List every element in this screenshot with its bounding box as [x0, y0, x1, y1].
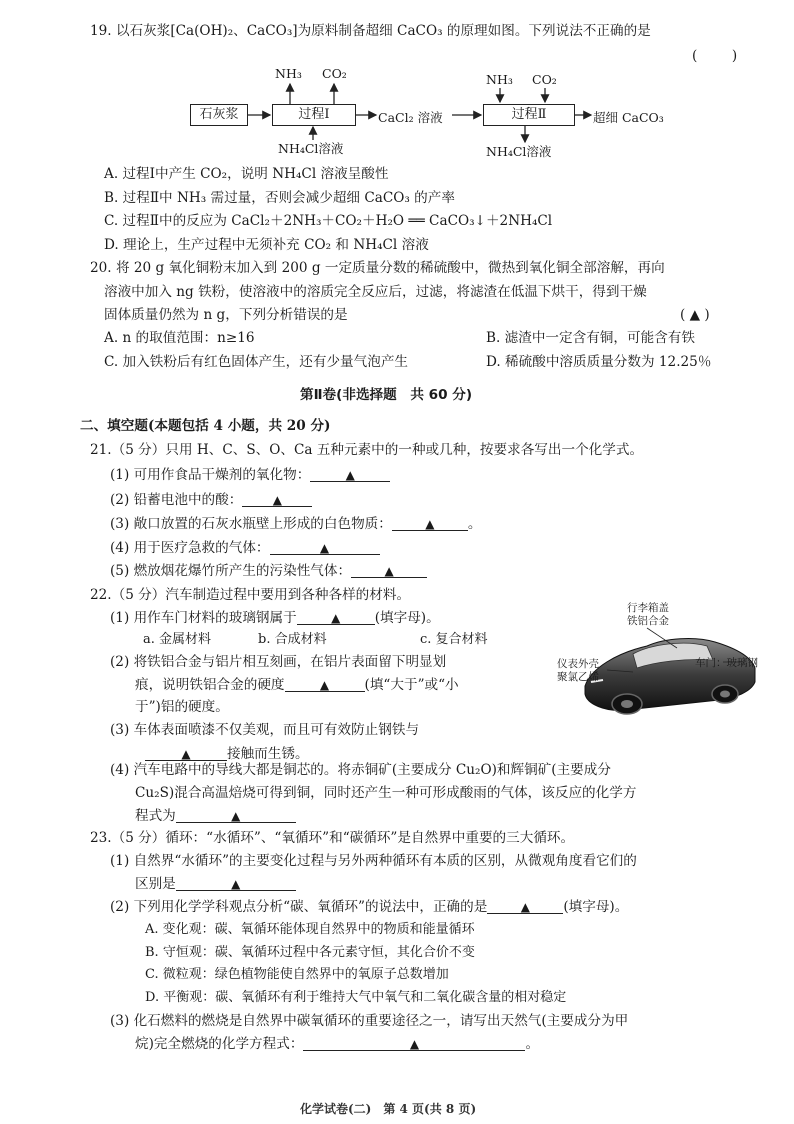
car-illustration	[555, 598, 770, 728]
answer-marker: ▲	[520, 900, 530, 914]
q23-answer-blank-3[interactable]	[303, 1034, 525, 1051]
q21-item-5-text: (5) 燃放烟花爆竹所产生的污染性气体：	[110, 563, 352, 579]
q23-item-2	[110, 897, 628, 917]
q23-option-c: C. 微粒观：绿色植物能使自然界中的氧原子总数增加	[145, 967, 449, 982]
car-label-trunk-2: 铁铝合金	[627, 615, 669, 627]
q19-option-d: D. 理论上，生产过程中无须补充 CO₂ 和 NH₄Cl 溶液	[104, 237, 429, 253]
q21-answer-blank-5[interactable]	[351, 561, 427, 578]
q22-item-1-option-a: a. 金属材料	[143, 632, 212, 647]
q22-item-4-line-1: (4) 汽车电路中的导线大都是铜芯的。将赤铜矿(主要成分 Cu₂O)和辉铜矿(主要成分	[110, 762, 611, 778]
q22-item-1-option-c: c. 复合材料	[420, 632, 488, 647]
q23-item-2-tail: (填字母)。	[563, 899, 629, 915]
q23-option-a: A. 变化观：碳、氧循环能体现自然界中的物质和能量循环	[145, 922, 475, 937]
q22-item-2-line-1: (2) 将铁铝合金与铝片相互刻画，在铝片表面留下明显划	[110, 654, 447, 670]
q19-answer-paren: ( )	[692, 48, 738, 64]
answer-marker: ▲	[231, 877, 241, 891]
answer-marker: ▲	[272, 493, 282, 507]
p2-input-co2: CO₂	[532, 72, 557, 87]
process1-box: 过程Ⅰ	[272, 104, 356, 126]
q20-option-a: A. n 的取值范围：n≥16	[104, 330, 255, 346]
q21-item-4	[110, 538, 380, 558]
q22-answer-blank-4[interactable]	[176, 806, 296, 823]
part2-heading: 二、填空题(本题包括 4 小题，共 20 分)	[80, 418, 331, 434]
q22-item-1-option-b: b. 合成材料	[258, 632, 327, 647]
car-label-dash-2: 聚氯乙烯	[557, 671, 599, 683]
car-label-trunk-1: 行李箱盖	[627, 602, 669, 614]
q22-item-1	[110, 608, 440, 628]
q21-item-1-text: (1) 可用作食品干燥剂的氧化物：	[110, 467, 311, 483]
q21-answer-blank-4[interactable]	[270, 538, 380, 555]
q22-item-2-text: 痕，说明铁铝合金的硬度	[135, 677, 285, 693]
answer-marker: ▲	[181, 747, 191, 761]
q22-item-3-line-1: (3) 车体表面喷漆不仅美观，而且可有效防止钢铁与	[110, 722, 420, 738]
q21-stem: 21.（5 分）只用 H、C、S、O、Ca 五种元素中的一种或几种，按要求各写出一个化学式。	[90, 442, 644, 458]
q22-item-2-line-2	[135, 675, 459, 695]
q20-option-b: B. 滤渣中一定含有铜，可能含有铁	[486, 330, 695, 346]
q23-stem: 23.（5 分）循环：“水循环”、“氧循环”和“碳循环”是自然界中重要的三大循环。	[90, 830, 575, 846]
car-label-dash-1: 仪表外壳	[557, 658, 599, 670]
q22-item-2-tail: (填“大于”或“小	[364, 677, 459, 693]
q23-item-3-line-1: (3) 化石燃料的燃烧是自然界中碳氧循环的重要途径之一，请写出天然气(主要成分为甲	[110, 1013, 629, 1029]
q20-stem-3: 固体质量仍然为 n g，下列分析错误的是	[104, 307, 348, 323]
p1-input-co2: CO₂	[322, 66, 347, 81]
answer-marker: ▲	[319, 678, 330, 692]
q21-item-3	[110, 514, 481, 534]
q21-item-2-text: (2) 铅蓄电池中的酸：	[110, 492, 243, 508]
page-footer: 化学试卷(二) 第 4 页(共 8 页)	[300, 1102, 477, 1116]
q21-item-5	[110, 561, 427, 581]
q23-answer-blank-2[interactable]	[487, 897, 563, 914]
start-box: 石灰浆	[190, 104, 248, 126]
q22-stem: 22.（5 分）汽车制造过程中要用到各种各样的材料。	[90, 587, 411, 603]
p1-input-nh3: NH₃	[275, 66, 302, 81]
q23-item-1-line-2	[135, 874, 296, 894]
q23-option-d: D. 平衡观：碳、氧循环有利于维持大气中氧气和二氧化碳含量的相对稳定	[145, 990, 567, 1005]
q22-item-3-tail: 接触而生锈。	[227, 746, 309, 762]
q20-option-c: C. 加入铁粉后有红色固体产生，还有少量气泡产生	[104, 354, 409, 370]
q23-answer-blank-1[interactable]	[176, 874, 296, 891]
q22-item-4-line-3	[135, 806, 296, 826]
q22-item-1-text: (1) 用作车门材料的玻璃钢属于	[110, 610, 297, 626]
q22-item-1-tail: (填字母)。	[374, 610, 440, 626]
q23-item-1-text: 区别是	[135, 876, 176, 892]
q23-option-b: B. 守恒观：碳、氧循环过程中各元素守恒，其化合价不变	[145, 945, 475, 960]
q19-stem: 19. 以石灰浆[Ca(OH)₂、CaCO₃]为原料制备超细 CaCO₃ 的原理如图。下列说法不正确的是	[90, 23, 651, 39]
car-label-door: 车门：玻璃钢	[695, 657, 758, 669]
q20-stem-2: 溶液中加入 ng 铁粉，使溶液中的溶质完全反应后，过滤，将滤渣在低温下烘干，得到干燥	[104, 284, 647, 300]
q23-item-3-line-2	[135, 1034, 539, 1054]
answer-marker: ▲	[319, 541, 330, 555]
section2-title: 第Ⅱ卷(非选择题 共 60 分)	[300, 387, 473, 403]
p2-input-nh3: NH₃	[486, 72, 513, 87]
q21-item-3-end: 。	[467, 516, 482, 532]
q22-item-4-text: 程式为	[135, 808, 176, 824]
intermediate-label: CaCl₂ 溶液	[378, 110, 443, 125]
q22-answer-blank-2[interactable]	[285, 675, 365, 692]
answer-marker: ▲	[231, 809, 241, 823]
q19-option-a: A. 过程Ⅰ中产生 CO₂，说明 NH₄Cl 溶液呈酸性	[104, 166, 389, 182]
q21-item-2	[110, 490, 312, 510]
q22-answer-blank-3[interactable]	[145, 744, 227, 761]
process2-box: 过程Ⅱ	[483, 104, 575, 126]
q21-item-3-text: (3) 敞口放置的石灰水瓶壁上形成的白色物质：	[110, 516, 392, 532]
q22-item-2-line-3: 于”)铝的硬度。	[135, 699, 229, 715]
q23-item-1-line-1: (1) 自然界“水循环”的主要变化过程与另外两种循环有本质的区别，从微观角度看它们的	[110, 853, 637, 869]
answer-marker: ▲	[345, 468, 355, 482]
q23-item-3-text: 烷)完全燃烧的化学方程式：	[135, 1036, 304, 1052]
q22-answer-blank-1[interactable]	[297, 608, 375, 625]
p1-output-nh4cl: NH₄Cl溶液	[278, 141, 344, 156]
product-label: 超细 CaCO₃	[593, 110, 664, 125]
q19-option-c: C. 过程Ⅱ中的反应为 CaCl₂＋2NH₃＋CO₂＋H₂O ══ CaCO₃↓＋2NH₄Cl	[104, 213, 553, 229]
answer-marker: ▲	[409, 1037, 420, 1051]
q23-item-3-end: 。	[525, 1036, 540, 1052]
q22-item-4-line-2: Cu₂S)混合高温焙烧可得到铜，同时还产生一种可形成酸雨的气体，该反应的化学方	[135, 785, 637, 801]
answer-marker: ▲	[331, 611, 341, 625]
q20-stem-1: 20. 将 20 g 氧化铜粉末加入到 200 g 一定质量分数的稀硫酸中，微热到氧化铜全部溶解，再向	[90, 260, 665, 276]
q20-option-d: D. 稀硫酸中溶质质量分数为 12.25％	[486, 354, 712, 370]
p2-output-nh4cl: NH₄Cl溶液	[486, 144, 552, 159]
q21-item-1	[110, 465, 390, 485]
q21-answer-blank-2[interactable]	[242, 490, 312, 507]
q21-answer-blank-3[interactable]	[392, 514, 468, 531]
answer-marker: ▲	[384, 564, 394, 578]
q23-item-2-text: (2) 下列用化学学科观点分析“碳、氧循环”的说法中，正确的是	[110, 899, 488, 915]
answer-marker: ▲	[425, 517, 435, 531]
q20-answer-mark: ( ▲ )	[680, 307, 710, 323]
q21-item-4-text: (4) 用于医疗急救的气体：	[110, 540, 270, 556]
q19-option-b: B. 过程Ⅱ中 NH₃ 需过量，否则会减少超细 CaCO₃ 的产率	[104, 190, 455, 206]
q21-answer-blank-1[interactable]	[310, 465, 390, 482]
flow-arrows	[0, 0, 794, 180]
